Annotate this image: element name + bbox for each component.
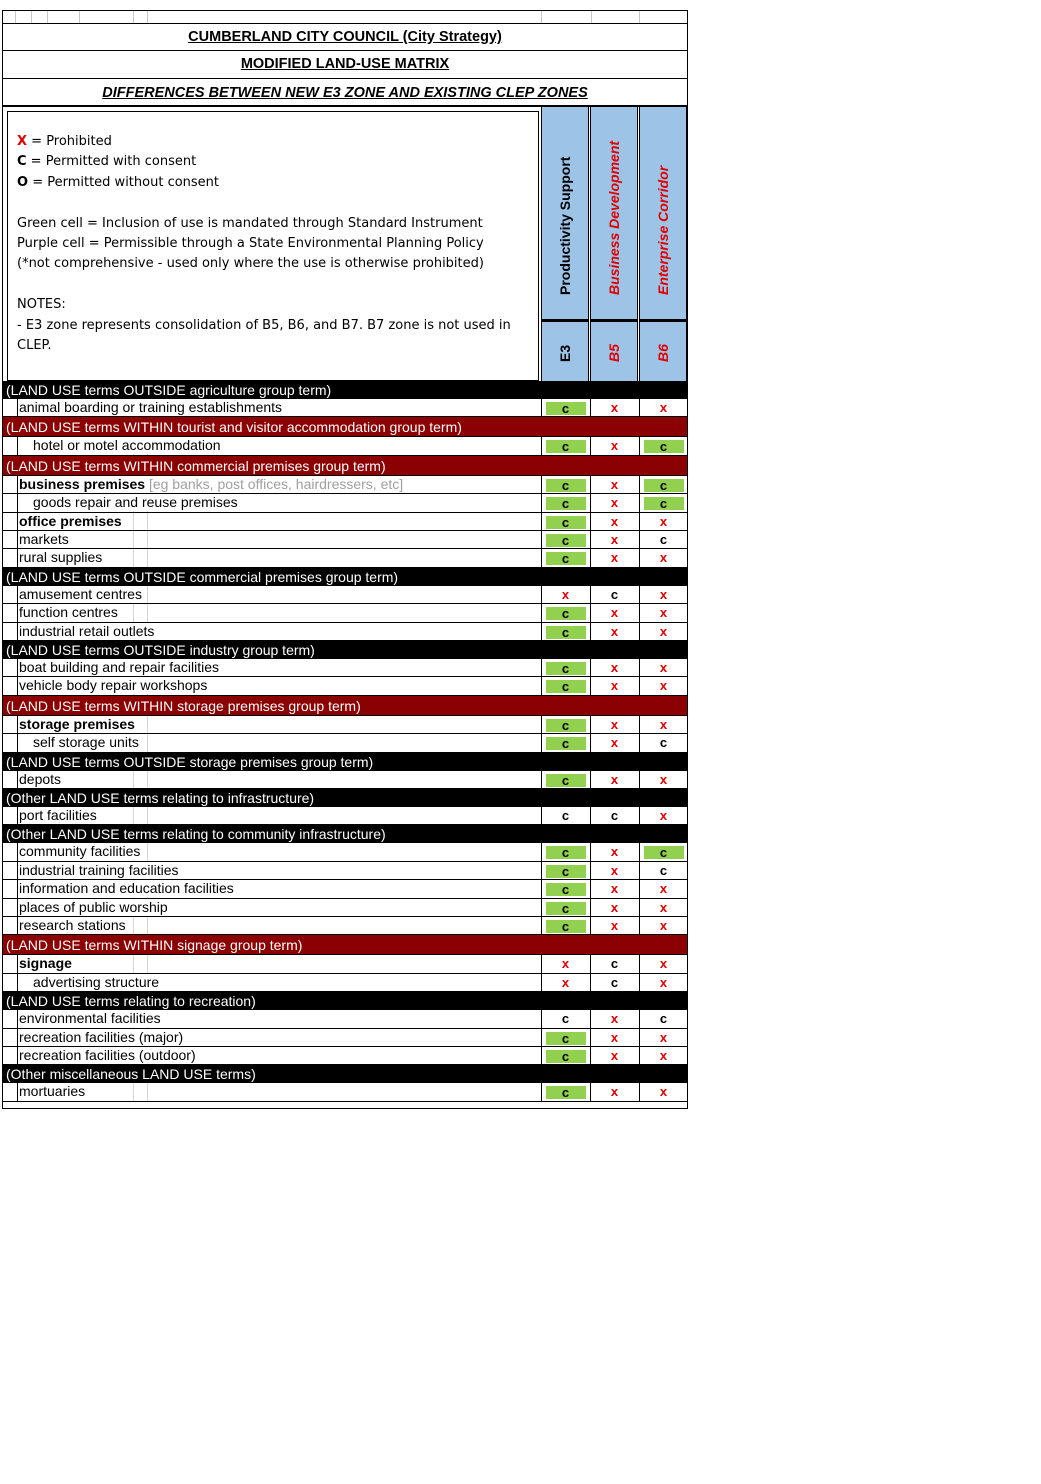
zone-cell-b6: c xyxy=(639,476,687,493)
zone-cell-b5: x xyxy=(590,899,638,916)
zone-cell-b5: c xyxy=(590,974,638,991)
zone-code-b6: B6 xyxy=(655,344,671,362)
legend-purple-cell: Purple cell = Permissible through a State Environmental Planning Policy xyxy=(17,236,484,252)
zone-cell-b5: c xyxy=(590,955,638,972)
zone-cell-b6: x xyxy=(639,623,687,640)
zone-cell-e3: x xyxy=(541,955,589,972)
group-header-label: (LAND USE terms WITHIN storage premises group term) xyxy=(6,697,361,714)
zone-cell-e3: c xyxy=(541,716,589,733)
zone-name-e3: Productivity Support xyxy=(557,156,573,295)
zone-cell-b6: c xyxy=(639,862,687,879)
zone-cell-b6: x xyxy=(639,677,687,694)
matrix-subtitle: MODIFIED LAND-USE MATRIX xyxy=(3,50,687,78)
zone-cell-e3: c xyxy=(541,494,589,511)
zone-cell-b6: x xyxy=(639,899,687,916)
zone-cell-b5: x xyxy=(590,771,638,788)
land-use-term: port facilities xyxy=(19,807,97,823)
legend-box xyxy=(7,111,539,381)
zone-column-b6 xyxy=(639,107,687,382)
zone-cell-b5: x xyxy=(590,604,638,621)
land-use-row xyxy=(3,771,687,789)
group-header-row xyxy=(3,456,687,476)
land-use-row xyxy=(3,659,687,677)
zone-cell-b5: x xyxy=(590,1010,638,1027)
zone-cell-e3: c xyxy=(541,604,589,621)
zone-cell-b6: c xyxy=(639,437,687,454)
group-header-label: (LAND USE terms WITHIN tourist and visitor accommodation group term) xyxy=(6,419,462,436)
zone-cell-b6: x xyxy=(639,880,687,897)
land-use-row xyxy=(3,494,687,512)
land-use-term: research stations xyxy=(19,917,126,933)
matrix-heading: DIFFERENCES BETWEEN NEW E3 ZONE AND EXISTING CLEP ZONES xyxy=(3,78,687,107)
group-header-label: (Other LAND USE terms relating to community infrastructure) xyxy=(6,826,386,843)
land-use-term: information and education facilities xyxy=(19,880,234,897)
zone-cell-b5: c xyxy=(590,807,638,824)
zone-cell-b5: x xyxy=(590,880,638,897)
group-header-row xyxy=(3,789,687,807)
land-use-row xyxy=(3,1029,687,1047)
zone-cell-e3: c xyxy=(541,531,589,548)
legend-consent: C = Permitted with consent xyxy=(17,154,197,170)
zone-cell-b5: x xyxy=(590,1029,638,1046)
zone-cell-b6: x xyxy=(639,659,687,676)
zone-cell-b6: x xyxy=(639,399,687,416)
group-header-row xyxy=(3,753,687,771)
land-use-row xyxy=(3,1010,687,1028)
group-header-row xyxy=(3,696,687,716)
group-header-row xyxy=(3,568,687,586)
land-use-term: markets xyxy=(19,531,69,547)
land-use-term: signage xyxy=(19,955,72,972)
group-header-label: (LAND USE terms OUTSIDE commercial premises group term) xyxy=(6,568,399,585)
zone-name-b5: Business Development xyxy=(606,140,622,295)
land-use-term: business premises [eg banks, post offices, hairdressers, etc] xyxy=(19,475,404,492)
group-header-row xyxy=(3,1065,687,1083)
land-use-row xyxy=(3,604,687,622)
group-header-row xyxy=(3,935,687,955)
land-use-term: community facilities xyxy=(19,843,141,860)
land-use-term: function centres xyxy=(19,604,118,621)
zone-cell-b5: x xyxy=(590,623,638,640)
group-header-row xyxy=(3,825,687,843)
zone-cell-b6: x xyxy=(639,1083,687,1100)
land-use-term: amusement centres xyxy=(19,585,142,602)
land-use-term: industrial retail outlets xyxy=(19,622,155,639)
zone-cell-e3: c xyxy=(541,513,589,530)
land-use-row xyxy=(3,899,687,917)
group-header-label: (LAND USE terms WITHIN signage group term) xyxy=(6,937,303,954)
zone-cell-e3: c xyxy=(541,1010,589,1027)
land-use-row xyxy=(3,862,687,880)
notes-line-1: - E3 zone represents consolidation of B5, B6, and B7. B7 zone is not used in xyxy=(17,317,511,333)
zone-cell-b6: x xyxy=(639,716,687,733)
zone-cell-b5: x xyxy=(590,1047,638,1064)
zone-cell-b5: x xyxy=(590,494,638,511)
legend-purple-note: (*not comprehensive - used only where the use is otherwise prohibited) xyxy=(17,256,484,272)
land-use-row xyxy=(3,807,687,825)
group-header-label: (Other miscellaneous LAND USE terms) xyxy=(6,1066,256,1083)
land-use-term: vehicle body repair workshops xyxy=(19,677,208,694)
land-use-term: mortuaries xyxy=(19,1083,86,1100)
land-use-row xyxy=(3,623,687,641)
land-use-term: goods repair and reuse premises xyxy=(33,494,238,511)
land-use-term: environmental facilities xyxy=(19,1010,161,1027)
zone-code-e3: E3 xyxy=(557,344,573,362)
notes-line-2: CLEP. xyxy=(17,338,52,354)
zone-cell-e3: c xyxy=(541,880,589,897)
zone-cell-e3: c xyxy=(541,623,589,640)
zone-cell-e3: x xyxy=(541,586,589,603)
land-use-term: industrial training facilities xyxy=(19,861,179,878)
land-use-row xyxy=(3,716,687,734)
zone-cell-b6: x xyxy=(639,955,687,972)
legend-prohibited: X = Prohibited xyxy=(17,134,112,149)
land-use-row xyxy=(3,437,687,455)
land-use-matrix-sheet xyxy=(2,10,688,1109)
legend-green-cell: Green cell = Inclusion of use is mandated through Standard Instrument xyxy=(17,215,483,231)
zone-cell-b5: x xyxy=(590,862,638,879)
zone-cell-b6: x xyxy=(639,974,687,991)
zone-cell-e3: c xyxy=(541,399,589,416)
zone-cell-b5: x xyxy=(590,716,638,733)
land-use-term: boat building and repair facilities xyxy=(19,659,220,675)
zone-cell-b5: c xyxy=(590,586,638,603)
zone-cell-e3: c xyxy=(541,1047,589,1064)
zone-cell-b6: c xyxy=(639,494,687,511)
land-use-row xyxy=(3,531,687,549)
zone-cell-b6: c xyxy=(639,1010,687,1027)
land-use-row xyxy=(3,734,687,752)
zone-cell-e3: c xyxy=(541,899,589,916)
zone-cell-e3: c xyxy=(541,807,589,824)
zone-cell-b6: x xyxy=(639,807,687,824)
land-use-row xyxy=(3,399,687,417)
land-use-term: depots xyxy=(19,770,62,787)
land-use-row xyxy=(3,476,687,494)
land-use-term: recreation facilities (outdoor) xyxy=(19,1047,196,1063)
land-use-row xyxy=(3,1047,687,1065)
land-use-row xyxy=(3,917,687,935)
zone-cell-b5: x xyxy=(590,437,638,454)
land-use-term: hotel or motel accommodation xyxy=(33,437,221,454)
zone-cell-b5: x xyxy=(590,531,638,548)
zone-cell-b6: x xyxy=(639,917,687,934)
land-use-term: self storage units xyxy=(33,734,139,751)
zone-cell-b6: x xyxy=(639,604,687,621)
group-header-label: (LAND USE terms WITHIN commercial premises group term) xyxy=(6,457,386,474)
zone-cell-b5: x xyxy=(590,399,638,416)
matrix-title: CUMBERLAND CITY COUNCIL (City Strategy) xyxy=(3,23,687,50)
zone-cell-e3: c xyxy=(541,917,589,934)
zone-cell-b6: x xyxy=(639,513,687,530)
land-use-term: rural supplies xyxy=(19,549,103,566)
zone-cell-b5: x xyxy=(590,549,638,566)
group-header-label: (LAND USE terms OUTSIDE industry group term) xyxy=(6,642,315,658)
land-use-term: advertising structure xyxy=(33,973,160,990)
zone-column-e3 xyxy=(541,107,589,382)
land-use-term-note: [eg banks, post offices, hairdressers, etc] xyxy=(145,475,404,492)
land-use-row xyxy=(3,549,687,567)
zone-cell-e3: c xyxy=(541,549,589,566)
group-header-row xyxy=(3,381,687,399)
zone-cell-e3: c xyxy=(541,771,589,788)
land-use-term: recreation facilities (major) xyxy=(19,1028,184,1045)
legend-without-consent: O = Permitted without consent xyxy=(17,174,220,190)
land-use-row xyxy=(3,955,687,973)
group-header-row xyxy=(3,417,687,437)
zone-cell-b5: x xyxy=(590,734,638,751)
zone-cell-b5: x xyxy=(590,843,638,860)
group-header-row xyxy=(3,992,687,1010)
zone-cell-b6: x xyxy=(639,771,687,788)
zone-cell-e3: x xyxy=(541,974,589,991)
land-use-row xyxy=(3,677,687,695)
zone-name-b6: Enterprise Corridor xyxy=(655,165,671,295)
zone-cell-e3: c xyxy=(541,677,589,694)
land-use-term: animal boarding or training establishments xyxy=(19,399,283,415)
zone-cell-e3: c xyxy=(541,1029,589,1046)
zone-cell-e3: c xyxy=(541,843,589,860)
zone-cell-e3: c xyxy=(541,437,589,454)
zone-cell-b5: x xyxy=(590,917,638,934)
zone-cell-b5: x xyxy=(590,476,638,493)
zone-cell-b5: x xyxy=(590,1083,638,1100)
land-use-row xyxy=(3,586,687,604)
zone-cell-e3: c xyxy=(541,1083,589,1100)
notes-label: NOTES: xyxy=(17,297,66,313)
zone-cell-e3: c xyxy=(541,862,589,879)
zone-cell-b5: x xyxy=(590,513,638,530)
zone-cell-b5: x xyxy=(590,677,638,694)
group-header-label: (LAND USE terms OUTSIDE agriculture group term) xyxy=(6,382,332,398)
zone-cell-b5: x xyxy=(590,659,638,676)
zone-cell-e3: c xyxy=(541,476,589,493)
land-use-row xyxy=(3,974,687,992)
zone-cell-e3: c xyxy=(541,659,589,676)
zone-cell-b6: c xyxy=(639,734,687,751)
zone-cell-b6: x xyxy=(639,549,687,566)
zone-cell-e3: c xyxy=(541,734,589,751)
group-header-row xyxy=(3,641,687,659)
zone-cell-b6: x xyxy=(639,1029,687,1046)
zone-cell-b6: c xyxy=(639,531,687,548)
land-use-term: office premises xyxy=(19,512,122,529)
group-header-label: (Other LAND USE terms relating to infrastructure) xyxy=(6,790,315,806)
land-use-row xyxy=(3,513,687,531)
zone-cell-b6: x xyxy=(639,1047,687,1064)
group-header-label: (LAND USE terms OUTSIDE storage premises group term) xyxy=(6,753,374,770)
land-use-term: places of public worship xyxy=(19,898,168,915)
land-use-term: storage premises xyxy=(19,715,135,732)
top-grid-lines xyxy=(3,11,687,23)
land-use-row xyxy=(3,1083,687,1101)
zone-column-b5 xyxy=(590,107,638,382)
land-use-row xyxy=(3,880,687,898)
zone-cell-b6: x xyxy=(639,586,687,603)
group-header-label: (LAND USE terms relating to recreation) xyxy=(6,993,256,1010)
zone-code-b5: B5 xyxy=(606,344,622,362)
land-use-row xyxy=(3,843,687,861)
zone-cell-b6: c xyxy=(639,843,687,860)
